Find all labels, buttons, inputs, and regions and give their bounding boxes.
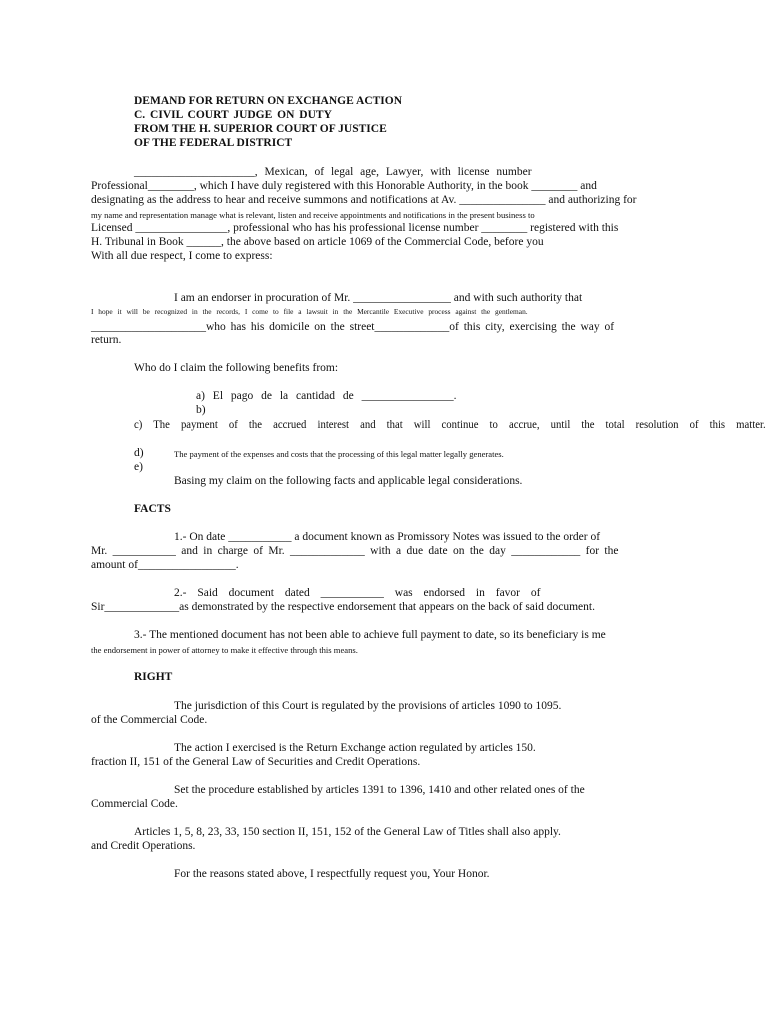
right-p2-line-2: fraction II, 151 of the General Law of Securities and Credit Operations. <box>91 756 421 768</box>
claim-b: b) <box>196 404 206 416</box>
header-line-2: C. CIVIL COURT JUDGE ON DUTY <box>134 109 332 121</box>
fact-1-line-3: amount of_________________. <box>91 559 239 571</box>
right-p3-line-1: Set the procedure established by articles 1391 to 1396, 1410 and other related ones of the <box>174 784 585 796</box>
intro-line-5: Licensed ________________, professional who has his professional license number ________ registered with this <box>91 222 619 234</box>
endorser-line-4: return. <box>91 334 122 346</box>
right-p4-line-2: and Credit Operations. <box>91 840 196 852</box>
endorser-line-3: ____________________who has his domicile on the street_____________of this city, exercising the way of <box>91 321 615 333</box>
right-heading: RIGHT <box>134 671 173 683</box>
right-p2-line-1: The action I exercised is the Return Exchange action regulated by articles 150. <box>174 742 536 754</box>
claim-d-text: The payment of the expenses and costs that the processing of this legal matter legally generates. <box>174 449 504 459</box>
endorser-line-2: I hope it will be recognized in the records, I come to file a lawsuit in the Mercantile Executive process against the gentleman. <box>91 307 528 316</box>
header-line-1: DEMAND FOR RETURN ON EXCHANGE ACTION <box>134 95 403 107</box>
claim-d-label: d) <box>134 447 144 459</box>
intro-line-4: my name and representation manage what is relevant, listen and receive appointments and notifications in the present business to <box>91 210 535 220</box>
claims-intro: Who do I claim the following benefits from: <box>134 362 339 374</box>
closing-request: For the reasons stated above, I respectfully request you, Your Honor. <box>174 868 490 880</box>
endorser-line-1: I am an endorser in procuration of Mr. _________________ and with such authority that <box>174 292 583 304</box>
header-line-4: OF THE FEDERAL DISTRICT <box>134 137 293 149</box>
claim-e-label: e) <box>134 461 143 473</box>
right-p3-line-2: Commercial Code. <box>91 798 178 810</box>
claims-basis: Basing my claim on the following facts and applicable legal considerations. <box>174 475 523 487</box>
right-p1-line-1: The jurisdiction of this Court is regulated by the provisions of articles 1090 to 1095. <box>174 700 562 712</box>
intro-line-3: designating as the address to hear and receive summons and notifications at Av. _______________ and authorizing for <box>91 194 637 206</box>
claim-a: a) El pago de la cantidad de ________________. <box>196 390 457 402</box>
facts-heading: FACTS <box>134 503 171 515</box>
fact-1-line-1: 1.- On date ___________ a document known as Promissory Notes was issued to the order of <box>174 531 601 543</box>
fact-1-line-2: Mr. ___________ and in charge of Mr. _____________ with a due date on the day ____________ for the <box>91 545 619 557</box>
intro-line-2: Professional________, which I have duly registered with this Honorable Authority, in the book ________ and <box>91 180 597 192</box>
intro-line-7: With all due respect, I come to express: <box>91 250 273 262</box>
right-p1-line-2: of the Commercial Code. <box>91 714 208 726</box>
intro-line-6: H. Tribunal in Book ______, the above based on article 1069 of the Commercial Code, before you <box>91 236 544 248</box>
fact-3-line-1: 3.- The mentioned document has not been able to achieve full payment to date, so its beneficiary is me <box>134 629 606 641</box>
fact-2-line-2: Sir_____________as demonstrated by the respective endorsement that appears on the back of said document. <box>91 601 595 613</box>
header-line-3: FROM THE H. SUPERIOR COURT OF JUSTICE <box>134 123 387 135</box>
right-p4-line-1: Articles 1, 5, 8, 23, 33, 150 section II, 151, 152 of the General Law of Titles shall also apply. <box>134 826 561 838</box>
intro-line-1: _____________________, Mexican, of legal age, Lawyer, with license number <box>134 166 532 178</box>
claim-c: c) The payment of the accrued interest and that will continue to accrue, until the total resolution of this matter. <box>134 419 766 431</box>
fact-3-line-2: the endorsement in power of attorney to make it effective through this means. <box>91 645 358 655</box>
fact-2-line-1: 2.- Said document dated ___________ was endorsed in favor of <box>174 587 541 599</box>
